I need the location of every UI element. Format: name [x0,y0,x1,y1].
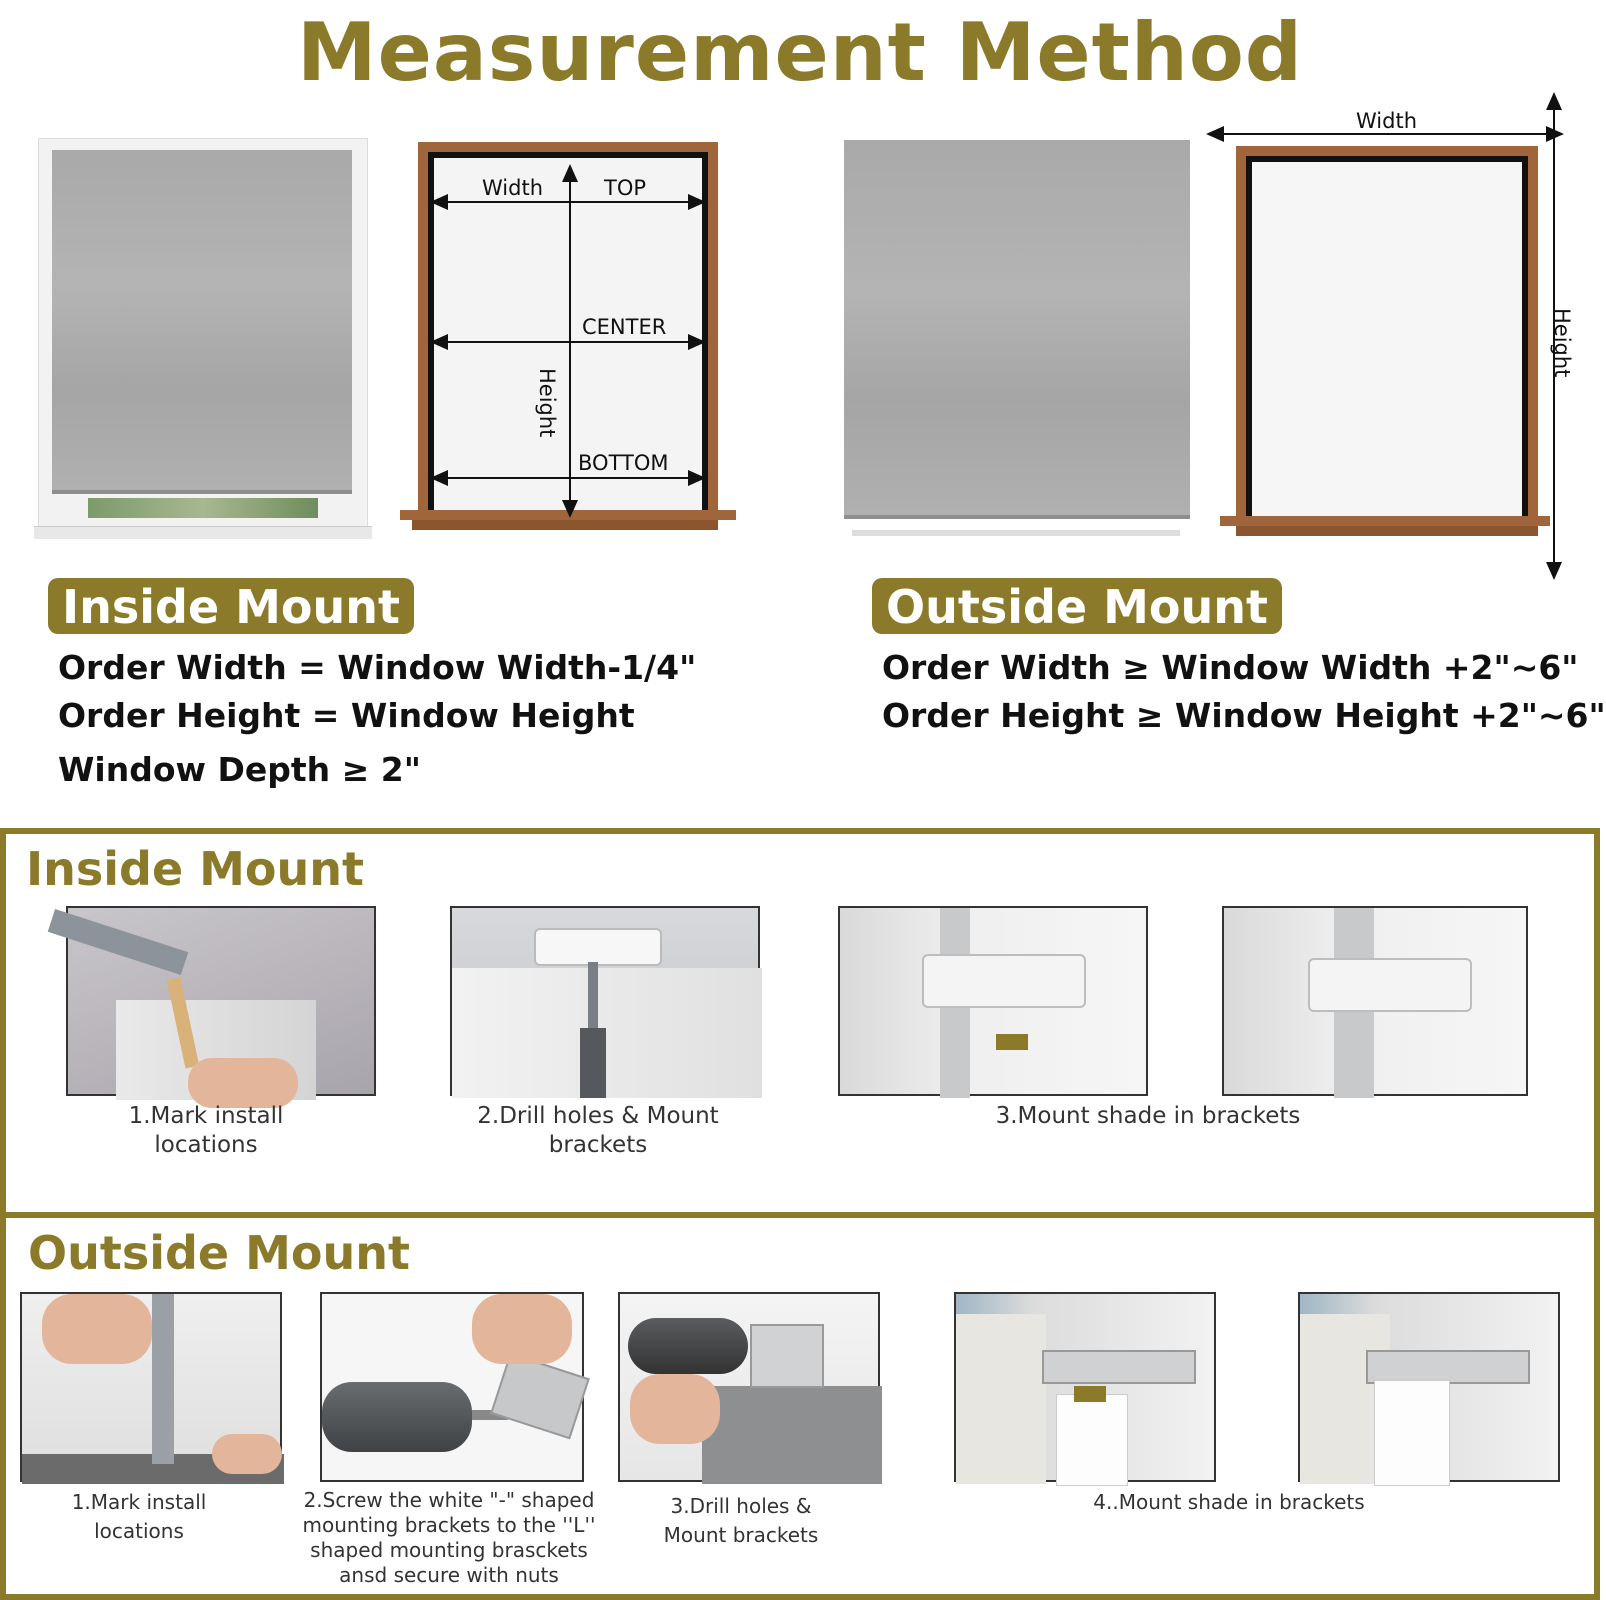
inside-rule-depth: Window Depth ≥ 2" [58,750,421,789]
outside-step-4-caption: 4..Mount shade in brackets [1093,1490,1365,1514]
step-mark-photo [66,906,376,1096]
diagram-width-label: Width [482,176,544,200]
outside-step-drill-photo [618,1292,880,1482]
inside-mount-badge: Inside Mount [48,578,414,634]
page-title: Measurement Method [296,6,1304,99]
step-mount-shade-photo-b [1222,906,1528,1096]
inside-steps-title: Inside Mount [26,842,365,896]
outside-step-mount-photo-b [1298,1292,1560,1482]
diagram-bottom-label: BOTTOM [578,451,669,475]
outside-step-1-caption: 1.Mark install locations [71,1490,207,1543]
outside-rule-width: Order Width ≥ Window Width +2"~6" [882,648,1579,687]
step-mount-shade-photo-a [838,906,1148,1096]
outside-step-mark-photo [20,1292,282,1482]
outside-mount-shade-photo [842,138,1192,548]
inside-rule-height: Order Height = Window Height [58,696,635,735]
inside-mount-shade-photo [38,138,368,548]
outside-mount-diagram [1210,96,1574,576]
diagram-top-label: TOP [604,176,647,200]
inside-step-2-caption: 2.Drill holes & Mount brackets [477,1103,719,1158]
inside-step-3-caption: 3.Mount shade in brackets [995,1103,1301,1129]
outside-diagram-height-label: Height [1550,308,1574,378]
outside-mount-badge: Outside Mount [872,578,1282,634]
outside-steps-title: Outside Mount [28,1226,410,1280]
outside-step-3-caption: 3.Drill holes & Mount brackets [663,1494,819,1547]
inside-step-1-caption: 1.Mark install locations [128,1103,284,1158]
diagram-center-label: CENTER [582,315,667,339]
outside-step-mount-photo-a [954,1292,1216,1482]
outside-step-2-caption: 2.Screw the white "-" shaped mounting brackets to the ''L'' shaped mounting brasckets ansd secure with nuts [302,1488,596,1587]
outside-rule-height: Order Height ≥ Window Height +2"~6" [882,696,1606,735]
inside-mount-diagram [398,138,738,548]
inside-rule-width: Order Width = Window Width-1/4" [58,648,697,687]
outside-diagram-width-label: Width [1356,109,1418,133]
outside-step-screw-photo [320,1292,584,1482]
diagram-height-label: Height [535,368,559,438]
step-drill-photo [450,906,760,1096]
